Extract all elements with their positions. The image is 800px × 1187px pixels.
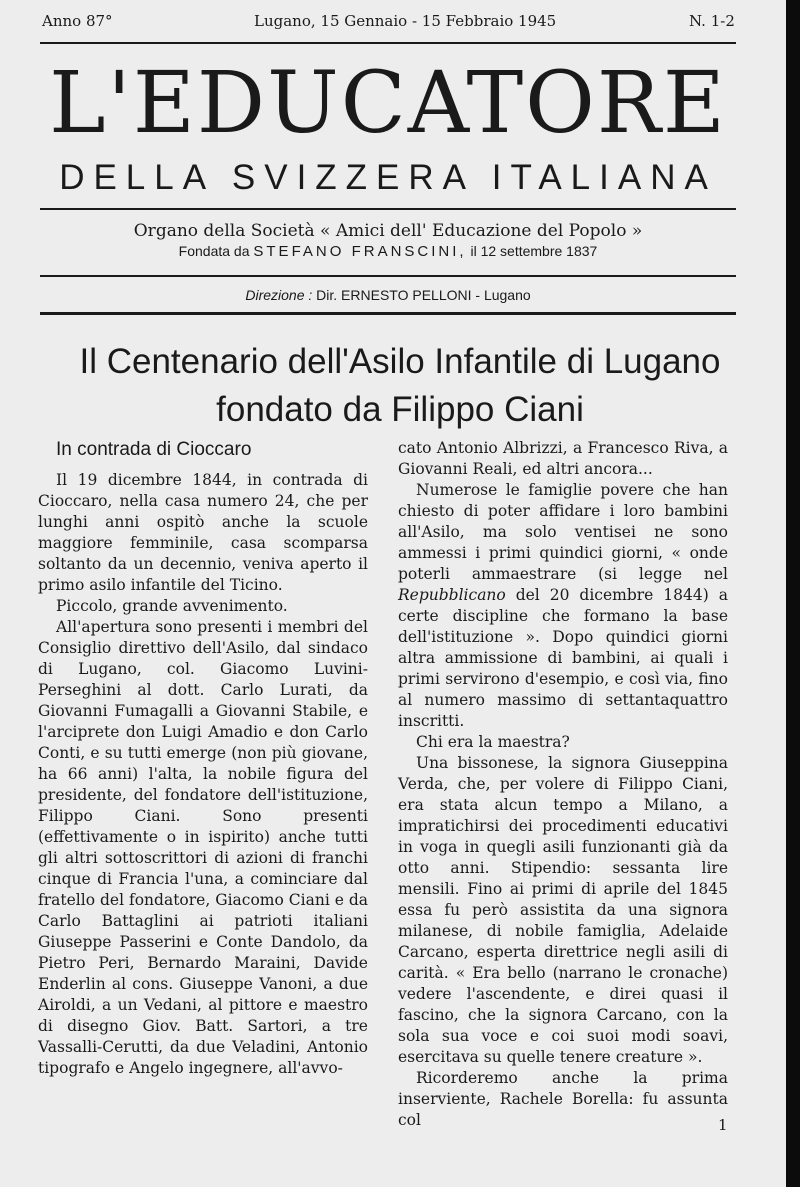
journal-subtitle: DELLA SVIZZERA ITALIANA (59, 158, 717, 197)
organo-rule (40, 275, 736, 277)
article-title-line-1: Il Centenario dell'Asilo Infantile di Lugano (79, 342, 721, 381)
issue-year: Anno 87° (42, 12, 113, 30)
right-column (398, 438, 728, 1131)
section-heading: In contrada di Cioccaro (56, 439, 252, 460)
fondata-suffix: il 12 settembre 1837 (470, 243, 598, 259)
newspaper-name: Repubblicano (398, 586, 506, 604)
direzione-label: Direzione : (245, 287, 313, 303)
page-number: 1 (718, 1116, 728, 1134)
paragraph-text: del 20 dicembre 1844) a certe discipline che formano la base dell'istituzione ». Dopo quindici giorni altra ammissione di bambini, ai quali i primi servirono d'esempio, e così via, fino al numero massimo di settantaquattro inscritti. (398, 586, 728, 730)
fondata-prefix: Fondata da (178, 243, 250, 259)
masthead-rule (40, 208, 736, 210)
paragraph: cato Antonio Albrizzi, a Francesco Riva, a Giovanni Reali, ed altri ancora... (398, 439, 728, 478)
direzione-value: Dir. ERNESTO PELLONI - Lugano (316, 287, 531, 303)
direzione-rule (40, 312, 736, 315)
issue-date: Lugano, 15 Gennaio - 15 Febbraio 1945 (254, 12, 557, 30)
journal-title: L'EDUCATORE (49, 54, 727, 153)
scan-border (786, 0, 800, 1187)
top-rule (40, 42, 736, 44)
paragraph: All'apertura sono presenti i membri del Consiglio direttivo dell'Asilo, dal sindaco di Lugano, col. Giacomo Luvini-Perseghini al dott. Carlo Lurati, da Giovanni Fumagalli a Giovanni Stabile, e l'arciprete don Luigi Amadio e don Carlo Conti, e su tutti emerge (non più giovane, ha 66 anni) l'alta, la nobile figura del presidente, del fondatore dell'istituzione, Filippo Ciani. Sono presenti (effettivamente o in ispirito) anche tutti gli altri sottoscrittori di azioni di franchi cinque di Francia l'una, a cominciare dal fratello del fondatore, Giacomo Ciani e da Carlo Battaglini ai patrioti italiani Giuseppe Passerini e Conte Dandolo, da Pietro Peri, Bernardo Maraini, Davide Enderlin al cons. Giuseppe Vanoni, a due Airoldi, a un Vedani, al pittore e maestro di disegno Giov. Batt. Sartori, a tre Vassalli-Cerutti, da due Veladini, Antonio tipografo e Angelo ingegnere, all'avvo- (38, 618, 368, 1077)
paragraph: Una bissonese, la signora Giuseppina Verda, che, per volere di Filippo Ciani, era stata alcun tempo a Milano, a impratichirsi dei procedimenti educativi in voga in quegli asili funzionanti già da otto anni. Stipendio: sessanta lire mensili. Fino ai primi di aprile del 1845 essa fu però assistita da una signora milanese, di nobile famiglia, Adelaide Carcano, esperta direttrice negli asili di carità. « Era bello (narrano le cronache) vedere l'ascendente, e direi quasi il fascino, che la signora Carcano, con la sola sua voce e coi suoi modi soavi, esercitava su quelle tenere creature ». (398, 754, 728, 1066)
paragraph: Il 19 dicembre 1844, in contrada di Cioccaro, nella casa numero 24, che per lunghi anni ospitò anche la scuole maggiore femminile, casa scomparsa soltanto da un decennio, veniva aperto il primo asilo infantile del Ticino. (38, 471, 368, 594)
direzione-line (40, 287, 736, 303)
issue-number: N. 1-2 (689, 12, 735, 30)
left-column (38, 438, 368, 1079)
organo-line: Organo della Società « Amici dell' Educazione del Popolo » (133, 221, 643, 241)
fondata-line (40, 243, 736, 260)
paragraph: Ricorderemo anche la prima inserviente, Rachele Borella: fu assunta col (398, 1069, 728, 1129)
paragraph (398, 480, 728, 732)
paragraph: Piccolo, grande avvenimento. (56, 597, 288, 615)
article-title-line-2: fondato da Filippo Ciani (216, 390, 584, 429)
founder-name: STEFANO FRANSCINI, (253, 243, 467, 260)
paragraph: Chi era la maestra? (416, 733, 570, 751)
article-title (20, 338, 780, 434)
paragraph-text: Numerose le famiglie povere che han chiesto di poter affidare i loro bambini all'Asilo, ma solo ventisei ne sono ammessi i primi quindici giorni, « onde poterli ammaestrare (si legge nel (398, 481, 728, 583)
